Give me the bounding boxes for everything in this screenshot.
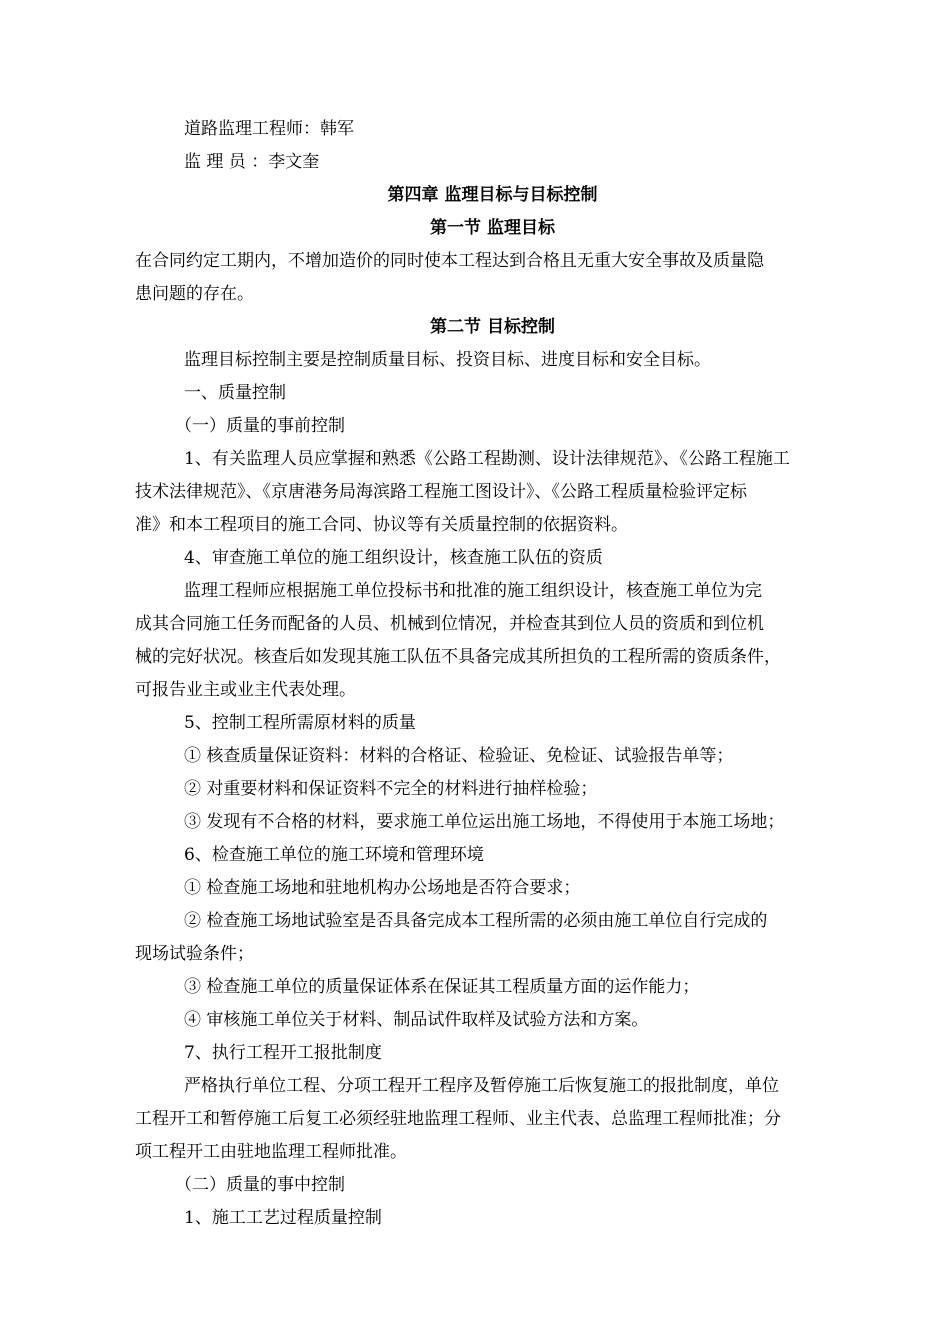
- section-title-goals: 第一节 监理目标: [430, 218, 555, 238]
- paragraph-line: 准》和本工程项目的施工合同、协议等有关质量控制的依据资料。: [135, 515, 628, 535]
- list-item-heading: 6、检查施工单位的施工环境和管理环境: [184, 845, 484, 865]
- list-item: ② 对重要材料和保证资料不完全的材料进行抽样检验；: [184, 779, 598, 799]
- list-item: ① 检查施工场地和驻地机构办公场地是否符合要求；: [184, 878, 581, 898]
- chapter-title: 第四章 监理目标与目标控制: [387, 185, 598, 205]
- list-item-heading: 1、施工工艺过程质量控制: [184, 1208, 382, 1228]
- paragraph-line: 械的完好状况。核查后如发现其施工队伍不具备完成其所担负的工程所需的资质条件，: [135, 647, 781, 667]
- heading-pre-control: （一）质量的事前控制: [175, 416, 345, 436]
- paragraph-line: 工程开工和暂停施工后复工必须经驻地监理工程师、业主代表、总监理工程师批准；分: [135, 1109, 781, 1129]
- paragraph-line: 可报告业主或业主代表处理。: [135, 680, 356, 700]
- list-item: ② 检查施工场地试验室是否具备完成本工程所需的必须由施工单位自行完成的: [184, 911, 768, 931]
- paragraph-line: 严格执行单位工程、分项工程开工程序及暂停施工后恢复施工的报批制度，单位: [184, 1076, 779, 1096]
- paragraph-line: 技术法律规范》、《京唐港务局海滨路工程施工图设计》、《公路工程质量检验评定标: [135, 482, 747, 502]
- paragraph-line: 成其合同施工任务而配备的人员、机械到位情况，并检查其到位人员的资质和到位机: [135, 614, 764, 634]
- paragraph-line: 项工程开工由驻地监理工程师批准。: [135, 1142, 407, 1162]
- paragraph-line: 在合同约定工期内，不增加造价的同时使本工程达到合格且无重大安全事故及质量隐: [135, 251, 764, 271]
- heading-quality-control: 一、质量控制: [184, 383, 286, 403]
- inspector-line: 监 理 员 ：李文奎: [184, 152, 320, 172]
- paragraph-line: 现场试验条件；: [135, 944, 254, 964]
- list-item-heading: 5、控制工程所需原材料的质量: [184, 713, 416, 733]
- heading-mid-control: （二）质量的事中控制: [175, 1175, 345, 1195]
- paragraph-line: 监理目标控制主要是控制质量目标、投资目标、进度目标和安全目标。: [184, 350, 711, 370]
- list-item: ③ 检查施工单位的质量保证体系在保证其工程质量方面的运作能力；: [184, 977, 700, 997]
- road-engineer-line: 道路监理工程师：韩军: [184, 119, 354, 139]
- list-item: ④ 审核施工单位关于材料、制品试件取样及试验方法和方案。: [184, 1010, 649, 1030]
- paragraph-line: 监理工程师应根据施工单位投标书和批准的施工组织设计，核查施工单位为完: [184, 581, 762, 601]
- list-item: ③ 发现有不合格的材料，要求施工单位运出施工场地，不得使用于本施工场地；: [184, 812, 785, 832]
- document-page: [135, 113, 850, 1235]
- paragraph-line: 患问题的存在。: [135, 284, 254, 304]
- paragraph-line: 1、有关监理人员应掌握和熟悉《公路工程勘测、设计法律规范》、《公路工程施工: [184, 449, 790, 469]
- list-item: ① 核查质量保证资料：材料的合格证、检验证、免检证、试验报告单等；: [184, 746, 734, 766]
- list-item-heading: 4、审查施工单位的施工组织设计，核查施工队伍的资质: [184, 548, 603, 568]
- list-item-heading: 7、执行工程开工报批制度: [184, 1043, 382, 1063]
- section-title-control: 第二节 目标控制: [430, 317, 555, 337]
